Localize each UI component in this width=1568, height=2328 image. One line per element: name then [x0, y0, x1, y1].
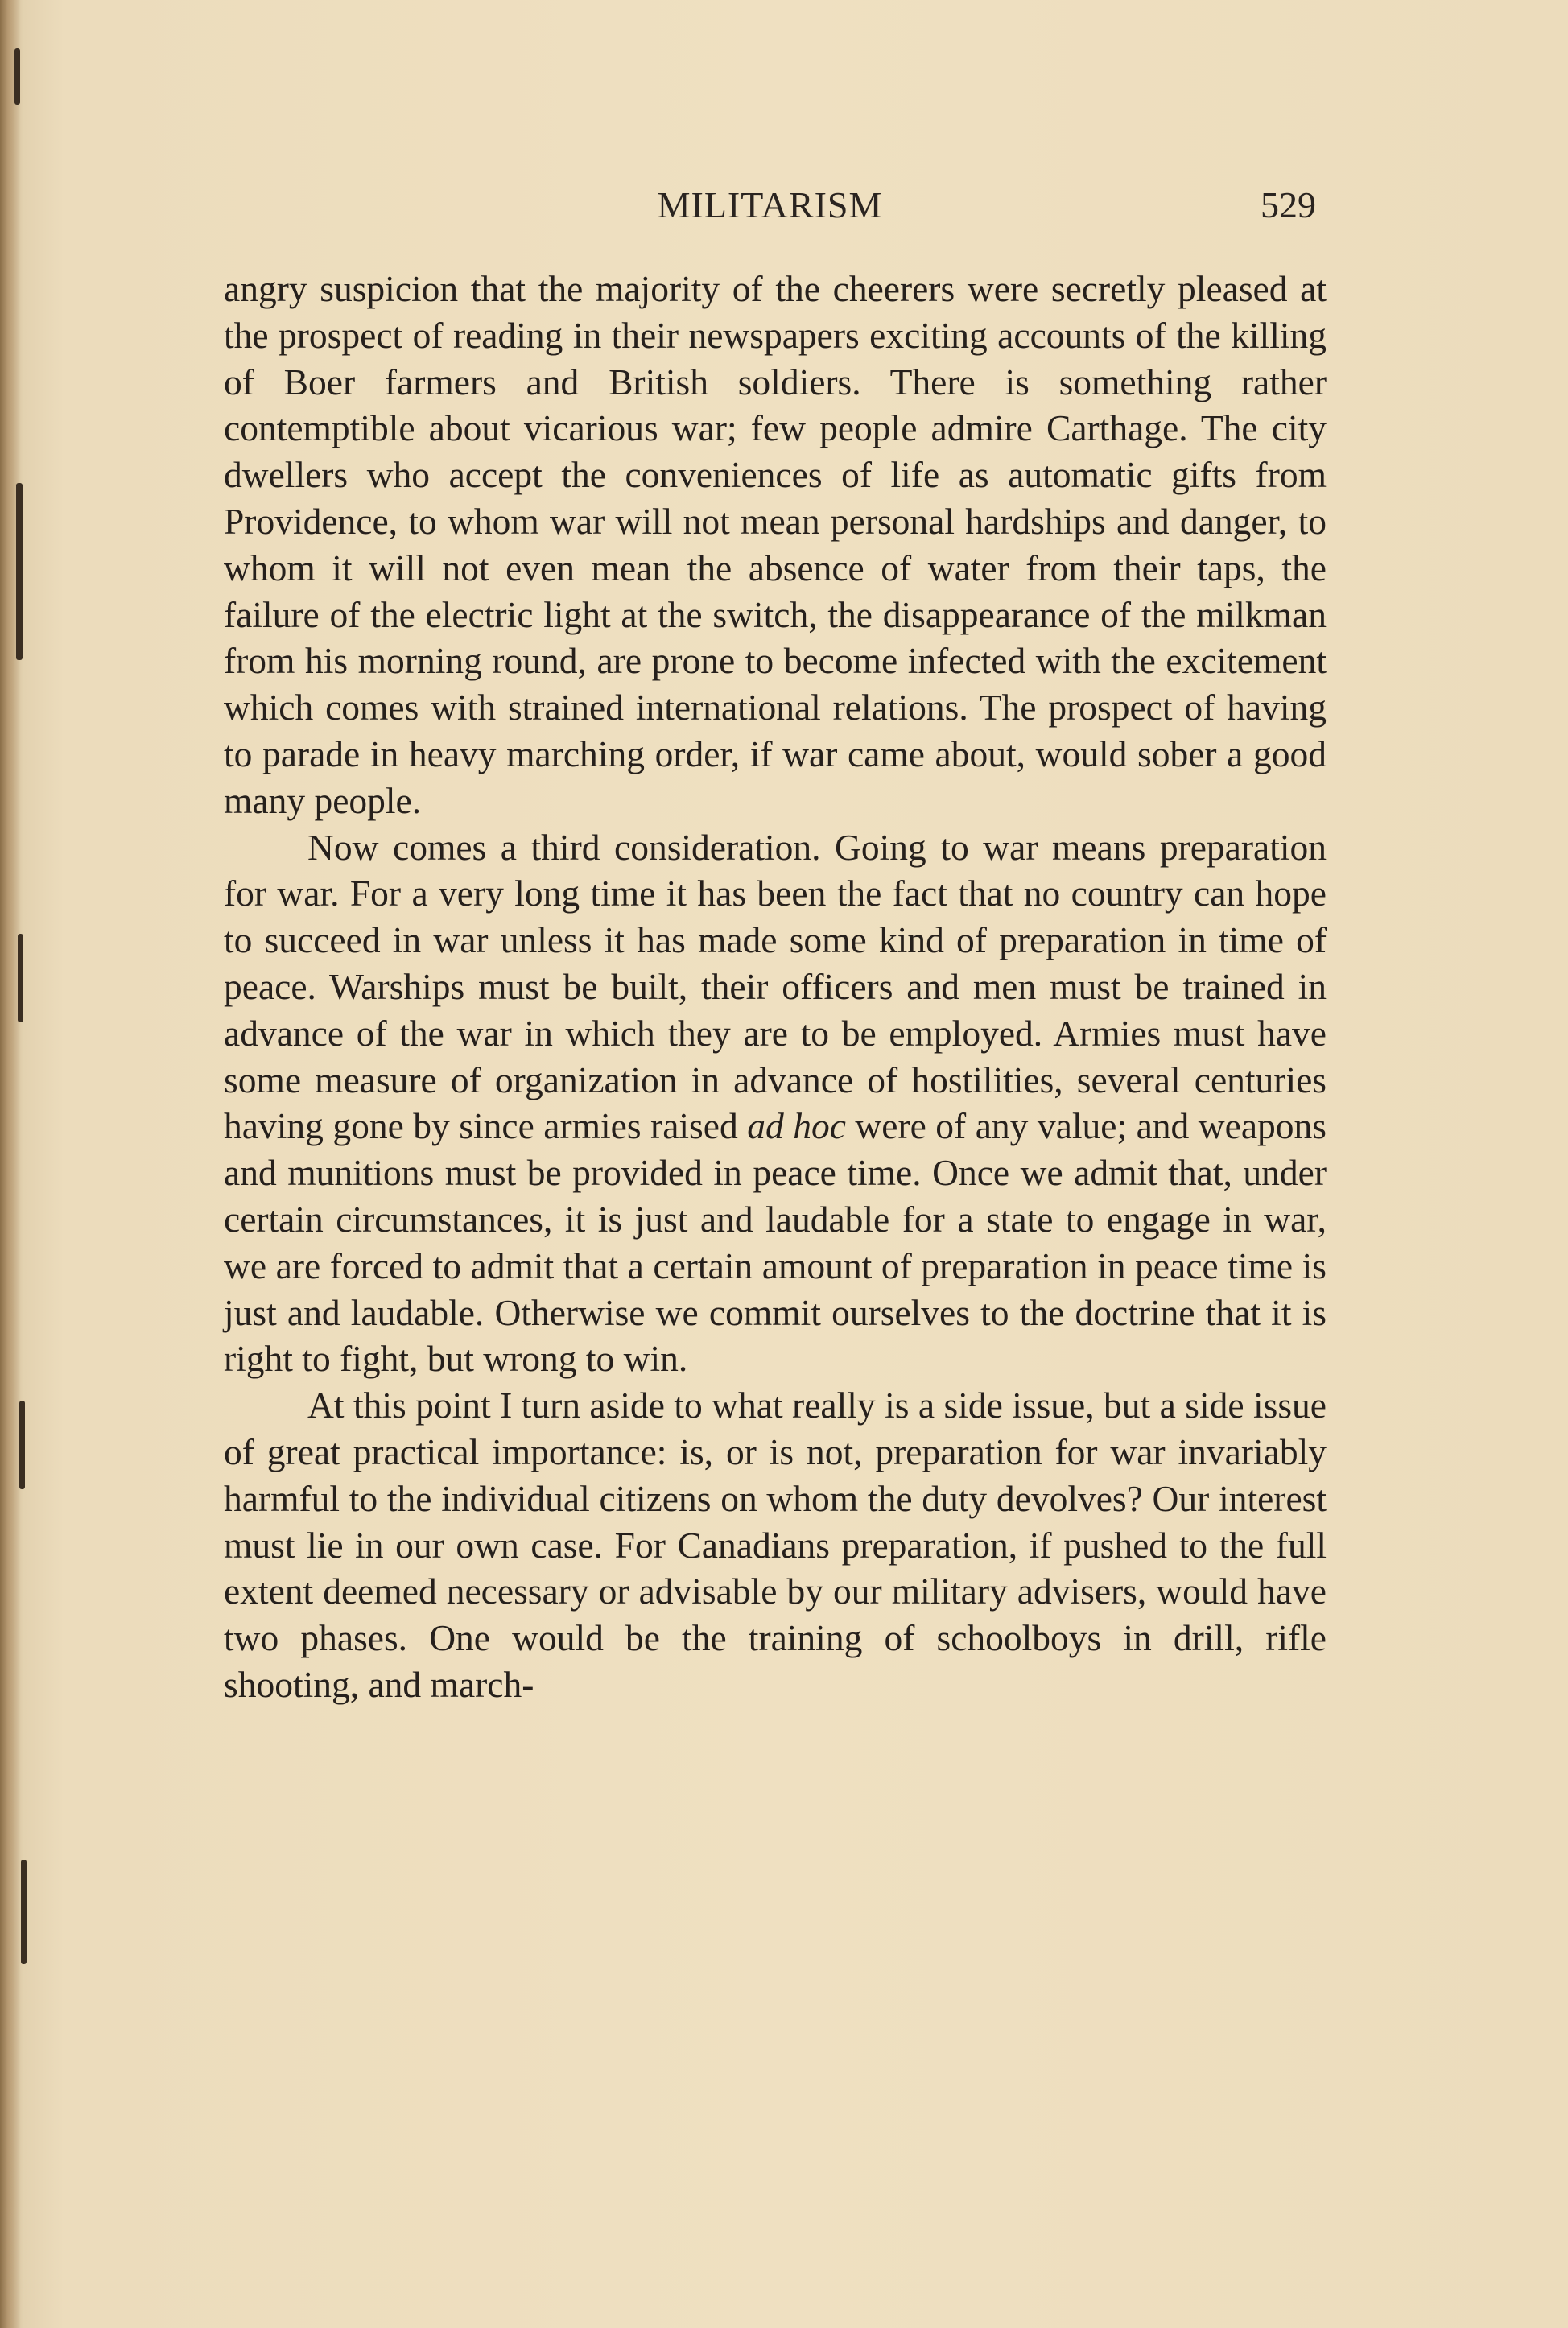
- binding-mark: [21, 1860, 27, 1964]
- page-number: 529: [1261, 184, 1316, 225]
- italic-phrase: ad hoc: [747, 1105, 846, 1147]
- binding-mark: [14, 48, 20, 105]
- paragraph-text: were of any value; and weapons and munitions must be provided in peace time. Once we admit that, under certain circumstances, it is just and laudable for a state to engage in war, we are forced to admit that a certain amount of preparation in peace time is just and laudable. Otherwise we commit ourselves to the doctrine that it is right to fight, but wrong to win.: [224, 1105, 1327, 1380]
- paragraph-text: Now comes a third consideration. Going to war means preparation for war. For a very long time it has been the fact that no country can hope to succeed in war unless it has made some kind of preparation in time of peace. Warships must be built, their officers and men must be trained in advance of the war in which they are to be employed. Armies must have some measure of organization in advance of hostilities, several centuries having gone by since armies raised: [224, 826, 1327, 1147]
- binding-mark: [16, 483, 23, 660]
- page-header: [224, 184, 1316, 240]
- paragraph: angry suspicion that the majority of the cheerers were secretly pleased at the prospect of reading in their newspapers exciting accounts of the killing of Boer farmers and British soldiers. There is something rather contemptible about vicarious war; few people admire Carthage. The city dwellers who accept the conveniences of life as automatic gifts from Providence, to whom war will not mean personal hardships and danger, to whom it will not even mean the absence of water from their taps, the failure of the electric light at the switch, the disappearance of the milkman from his morning round, are prone to become infected with the excitement which comes with strained international relations. The prospect of having to parade in heavy marching order, if war came about, would sober a good many people.: [224, 268, 1327, 821]
- paragraph: [224, 824, 1327, 1383]
- paragraph: At this point I turn aside to what really is a side issue, but a side issue of great practical importance: is, or is not, preparation for war invariably harmful to the individual citizens on whom the duty devolves? Our interest must lie in our own case. For Canadians preparation, if pushed to the full extent deemed necessary or advisable by our military advisers, would have two phases. One would be the training of schoolboys in drill, rifle shooting, and march-: [224, 1385, 1327, 1705]
- body-text: [224, 266, 1327, 1708]
- running-title: MILITARISM: [657, 184, 883, 225]
- binding-mark: [18, 934, 23, 1022]
- binding-mark: [19, 1401, 25, 1489]
